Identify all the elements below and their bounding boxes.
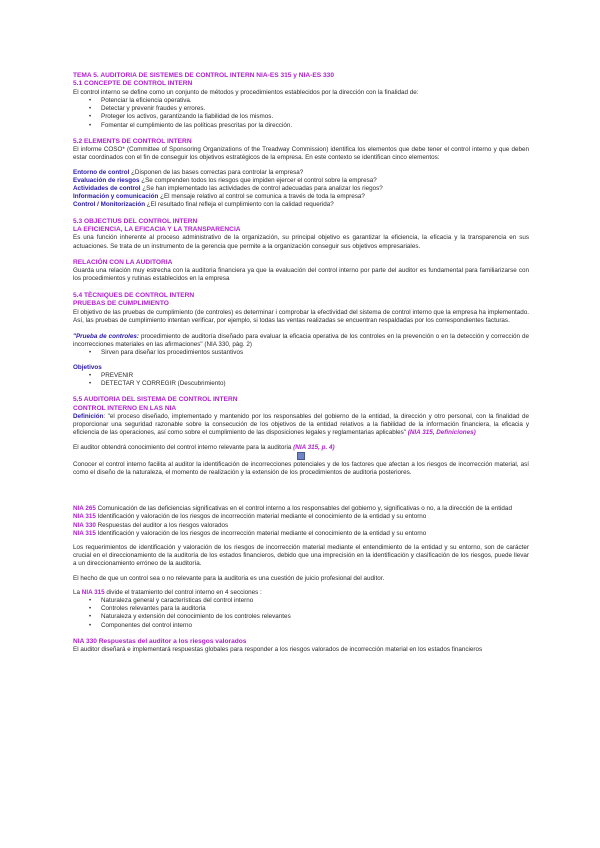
bullet-icon: • (89, 372, 92, 379)
section-heading-5-2: 5.2 ELEMENTS DE CONTROL INTERN (73, 137, 192, 145)
bullet-icon: • (89, 614, 92, 621)
nia-315-sections (73, 597, 529, 630)
requirements-paragraph: Los requerimientos de identificación y valoración de los riesgos de incorrección material mediante el entendimiento de la entidad y su entorno, son de carácter crucial en el direccionamiento de la auditoría de los estados financieros, debido que una imprecisión en la identificación y clasificación de los riesgos, puede llevar a un direccionamiento erróneo de la auditoría. (73, 543, 529, 568)
objectives-heading: Objetivos (73, 363, 102, 371)
document-page (73, 72, 529, 654)
bullet-icon: • (89, 122, 92, 129)
list-item: • Detectar y prevenir fraudes y errores. (89, 105, 206, 113)
section-5-1-bullets (73, 97, 529, 130)
definition-control-interno: Definición: "el proceso diseñado, implementado y mantenido por los responsables del gobierno de la entidad, la dirección y otro personal, con la finalidad de proporcionar una seguridad razonable sobre la consecución de los objetivos de la entidad relativos a la fiabilidad de la información financiera, la eficacia y eficiencia de las operaciones, así como sobre el cumplimiento de las disposiciones legales y reglamentarias aplicables" (NIA 315, Definiciones) (73, 412, 529, 437)
section-5-4-paragraph: El objetivo de las pruebas de cumplimiento (de controles) es determinar i comprobar la efectividad del sistema de control interno que la empresa ha implementado. Así, las pruebas de cumplimiento intentan verificar, por ejemplo, si todas las ventas realizadas se encuentran respaldadas por los correspondientes facturas. (73, 308, 529, 324)
list-item: • Naturaleza general y características del control interno (89, 596, 254, 604)
list-item: • Sirven para diseñar los procedimientos sustantivos (89, 349, 244, 357)
section-5-4-subheading: PRUEBAS DE CUMPLIMIENTO (73, 300, 169, 308)
relation-heading: RELACIÓN CON LA AUDITORIA (73, 258, 173, 266)
section-5-1-intro: El control interno se define como un conjunto de métodos y procedimientos establecidos por la dirección con la finalidad de: (73, 88, 419, 96)
definition-bullets (73, 349, 529, 357)
list-item: • DETECTAR Y CORREGIR (Descubrimiento) (89, 379, 226, 387)
bullet-icon: • (89, 380, 92, 387)
list-item: • Potenciar la eficiencia operativa. (89, 97, 192, 105)
bullet-icon: • (89, 622, 92, 629)
relation-paragraph: Guarda una relación muy estrecha con la auditoria financiera ya que la evaluación del control interno por parte del auditor es fundamental para familiarizarse con los procedimientos y rutinas establecidos en la empresa (73, 267, 529, 283)
judgement-paragraph: El hecho de que un control sea o no relevante para la auditoria es una cuestión de juicio profesional del auditor. (73, 574, 385, 582)
bullet-icon: • (89, 350, 92, 357)
section-heading-5-4: 5.4 TÈCNIQUES DE CONTROL INTERN (73, 291, 195, 299)
coso-element: Evaluación de riesgos ¿Se comprenden todos los riesgos que impiden ejercer el control sobre la empresa? (73, 176, 377, 184)
nia-line: NIA 315 Identificación y valoración de los riesgos de incorrección material mediante el conocimiento de la entidad y su entorno (73, 529, 427, 537)
auditor-statement: El auditor obtendrá conocimiento del control interno relevante para la auditoria (NIA 315, p. 4) (73, 443, 335, 451)
list-item: • Componentes del control interno (89, 621, 193, 629)
coso-element: Entorno de control ¿Disponen de las bases correctas para controlar la empresa? (73, 168, 304, 176)
image-placeholder-icon (297, 452, 305, 460)
list-item: • Controles relevantes para la auditoria (89, 605, 206, 613)
section-5-3-paragraph: Es una función inherente al proceso administrativo de la organización, su principal objetivo es garantizar la eficiencia, la eficacia y la transparencia en sus actuaciones. Se trata de un instrumento de la gerencia que permite a la organización conseguir sus objetivos empresariales. (73, 234, 529, 250)
bullet-icon: • (89, 98, 92, 105)
section-5-3-subheading: LA EFICIENCIA, LA EFICACIA Y LA TRANSPARENCIA (73, 226, 241, 234)
list-item: • Proteger los activos, garantizando la fiabilidad de los mismos. (89, 113, 274, 121)
bullet-icon: • (89, 606, 92, 613)
coso-element: Control / Monitorización ¿El resultado final refleja el cumplimiento con la calidad requerida? (73, 201, 334, 209)
section-heading-5-3: 5.3 OBJECTIUS DEL CONTROL INTERN (73, 217, 198, 225)
document-title: TEMA 5. AUDITORIA DE SISTEMES DE CONTROL INTERN NIA-ES 315 y NIA-ES 330 (73, 72, 334, 79)
list-item: • Naturaleza y extensión del conocimiento de los controles relevantes (89, 613, 291, 621)
list-item: • PREVENIR (89, 371, 134, 379)
bullet-icon: • (89, 597, 92, 604)
coso-element: Actividades de control ¿Se han implementado las actividades de control adecuadas para analizar los riegos? (73, 185, 383, 193)
definition-prueba-controles: "Prueba de controles: procedimiento de auditoría diseñado para evaluar la eficacia operativa de los controles en la prevención o en la detección y corrección de incorrecciones materiales en las afirmaciones" (NIA 330, pàg. 2) (73, 332, 529, 349)
nia-line: NIA 315 Identificación y valoración de los riesgos de incorrección material mediante el conocimiento de la entidad y su entorno (73, 513, 427, 521)
nia-315-division: La NIA 315 divide el tratamiento del control interno en 4 secciones : (73, 588, 262, 596)
section-5-5-paragraph: Conocer el control interno facilita al auditor la identificación de incorrecciones potenciales y de los factores que afectan a los riesgos de incorrección material, así como el diseño de la naturaleza, el momento de realización y la extensión de los procedimientos de auditoria posteriores. (73, 460, 529, 476)
nia-line: NIA 265 Comunicación de las deficiencias significativas en el control interno a los responsables del gobierno y, significativas o no, a la dirección de la entidad (73, 505, 512, 513)
section-5-5-subheading: CONTROL INTERNO EN LAS NIA (73, 404, 177, 412)
section-heading-5-1: 5.1 CONCEPTE DE CONTROL INTERN (73, 80, 193, 88)
coso-element: Información y comunicación ¿El mensaje relativo al control se comunica a través de toda la empresa? (73, 193, 365, 201)
nia-330-paragraph: El auditor diseñará e implementará respuestas globales para responder a los riesgos valorados de incorrección material en los estados financieros (73, 646, 483, 654)
bullet-icon: • (89, 114, 92, 121)
section-heading-5-5: 5.5 AUDITORIA DEL SISTEMA DE CONTROL INTERN (73, 396, 238, 404)
objectives-bullets (73, 372, 529, 388)
section-5-2-intro: El informe COSO* (Committee of Sponsoring Organizations of the Treadway Commission) identifica los elementos que debe tener el control interno y que deben estar coordinados con el fin de conseguir los objetivos estratégicos de la empresa. En este contexto se identifican cinco elementos: (73, 146, 529, 162)
nia-330-heading: NIA 330 Respuestas del auditor a los riesgos valorados (73, 637, 247, 645)
bullet-icon: • (89, 106, 92, 113)
list-item: • Fomentar el cumplimiento de las políticas prescritas por la dirección. (89, 121, 293, 129)
nia-line: NIA 330 Respuestas del auditor a los riesgos valorados (73, 521, 229, 529)
